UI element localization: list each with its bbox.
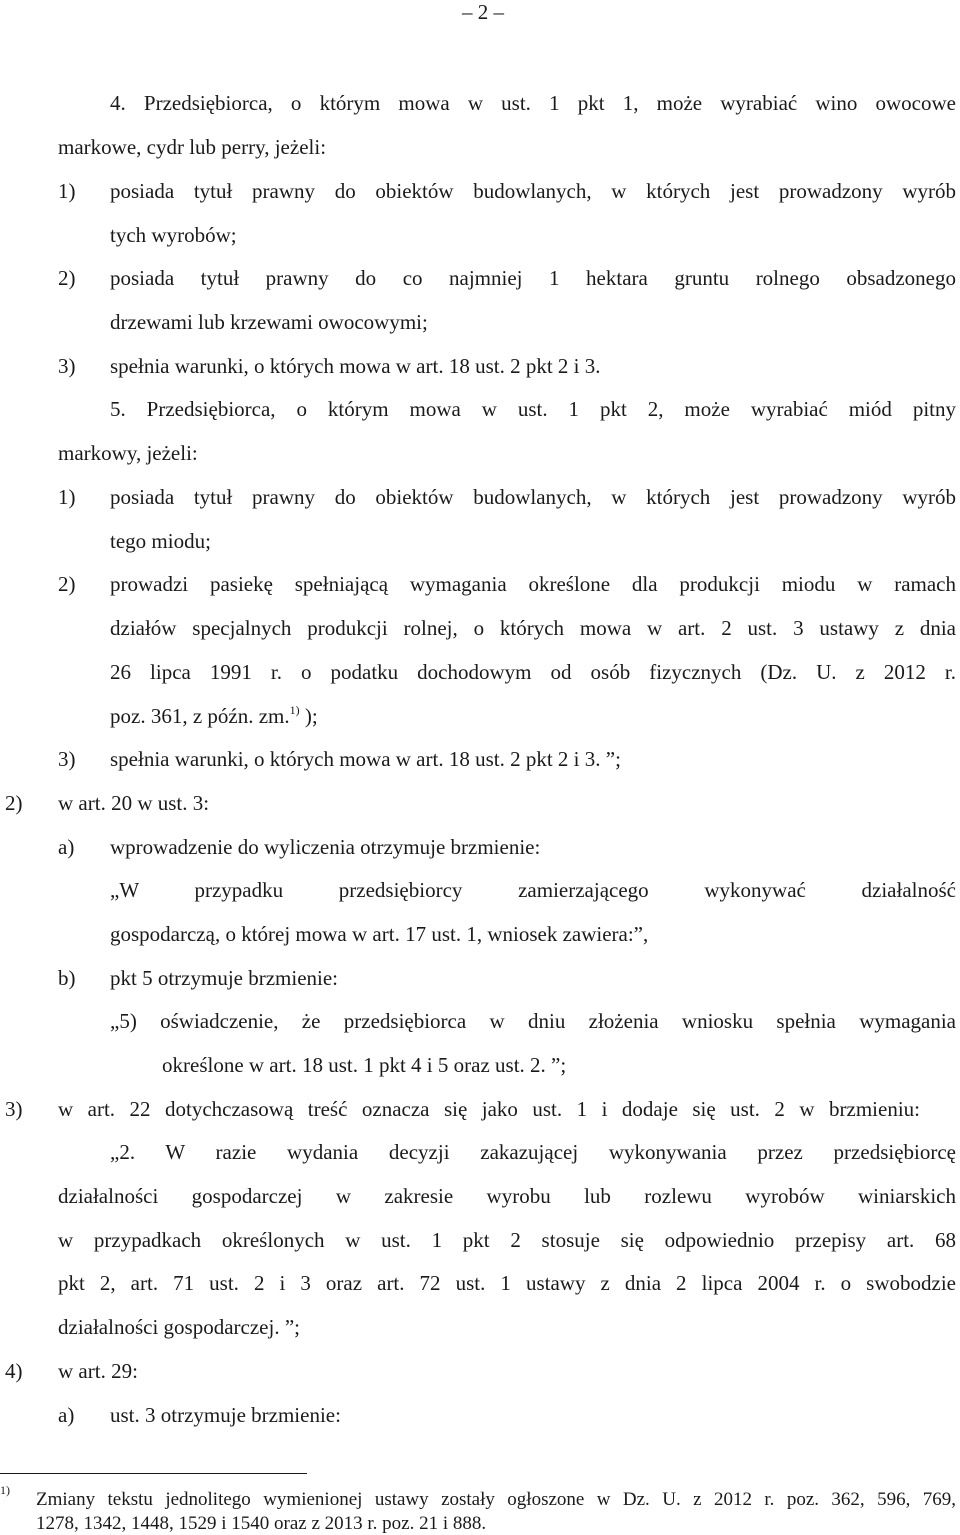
- item-text-cont: tych wyrobów;: [110, 223, 237, 247]
- footnote-separator: [0, 1473, 307, 1474]
- point-text: w art. 20 w ust. 3:: [58, 791, 210, 815]
- point-number: 4): [5, 1359, 23, 1383]
- point-number: 2): [5, 791, 23, 815]
- item-text: posiada tytuł prawny do co najmniej 1 hektara gruntu rolnego obsadzonego: [110, 266, 956, 290]
- item-text-cont: działów specjalnych produkcji rolnej, o których mowa w art. 2 ust. 3 ustawy z dnia: [110, 616, 956, 640]
- footnote-line-1: Zmiany tekstu jednolitego wymienionej ustawy zostały ogłoszone w Dz. U. z 2012 r. poz. 362, 596, 769,: [36, 1489, 956, 1510]
- page-number: – 2 –: [462, 0, 504, 24]
- item-text: spełnia warunki, o których mowa w art. 18 ust. 2 pkt 2 i 3. ”;: [110, 747, 621, 771]
- letter-marker: a): [58, 835, 75, 859]
- point-text: w art. 29:: [58, 1359, 138, 1383]
- quoted-text: „2. W razie wydania decyzji zakazującej wykonywania przez przedsiębiorcę: [110, 1140, 956, 1164]
- footnote-mark: 1): [0, 1483, 10, 1497]
- item-number: 2): [58, 572, 76, 596]
- item-text-cont: drzewami lub krzewami owocowymi;: [110, 310, 428, 334]
- item-text-cont: 26 lipca 1991 r. o podatku dochodowym od osób fizycznych (Dz. U. z 2012 r.: [110, 660, 956, 684]
- quoted-text-cont: działalności gospodarczej w zakresie wyrobu lub rozlewu wyrobów winiarskich: [58, 1184, 956, 1208]
- item-text: posiada tytuł prawny do obiektów budowlanych, w których jest prowadzony wyrób: [110, 485, 956, 509]
- quoted-text: „5) oświadczenie, że przedsiębiorca w dniu złożenia wniosku spełnia wymagania: [110, 1009, 956, 1033]
- quoted-text-cont: gospodarczą, o której mowa w art. 17 ust. 1, wniosek zawiera:”,: [110, 922, 649, 946]
- letter-text: pkt 5 otrzymuje brzmienie:: [110, 966, 339, 990]
- item-number: 1): [58, 179, 76, 203]
- quoted-text-cont: działalności gospodarczej. ”;: [58, 1315, 300, 1339]
- point-number: 3): [5, 1097, 23, 1121]
- item-number: 1): [58, 485, 76, 509]
- quoted-text-cont: określone w art. 18 ust. 1 pkt 4 i 5 oraz ust. 2. ”;: [162, 1053, 567, 1077]
- footnote-line-2: 1278, 1342, 1448, 1529 i 1540 oraz z 2013 r. poz. 21 i 888.: [36, 1513, 487, 1534]
- item-text: posiada tytuł prawny do obiektów budowlanych, w których jest prowadzony wyrób: [110, 179, 956, 203]
- item-text-cont: [110, 703, 318, 728]
- quoted-text: „W przypadku przedsiębiorcy zamierzającego wykonywać działalność: [110, 878, 956, 902]
- item-text: spełnia warunki, o których mowa w art. 18 ust. 2 pkt 2 i 3.: [110, 354, 601, 378]
- footnote-reference: 1): [289, 703, 300, 717]
- letter-text: wprowadzenie do wyliczenia otrzymuje brzmienie:: [110, 835, 541, 859]
- para-5-line-1: 5. Przedsiębiorca, o którym mowa w ust. 1 pkt 2, może wyrabiać miód pitny: [110, 397, 956, 421]
- item-text-cont: tego miodu;: [110, 529, 211, 553]
- item-number: 2): [58, 266, 76, 290]
- item-number: 3): [58, 354, 76, 378]
- letter-marker: a): [58, 1403, 75, 1427]
- item-text: prowadzi pasiekę spełniającą wymagania określone dla produkcji miodu w ramach: [110, 572, 956, 596]
- point-text: w art. 22 dotychczasową treść oznacza się jako ust. 1 i dodaje się ust. 2 w brzmieniu:: [58, 1097, 920, 1121]
- para-5-line-2: markowy, jeżeli:: [58, 441, 198, 465]
- para-4-line-1: 4. Przedsiębiorca, o którym mowa w ust. 1 pkt 1, może wyrabiać wino owocowe: [110, 91, 956, 115]
- letter-text: ust. 3 otrzymuje brzmienie:: [110, 1403, 341, 1427]
- citation-text: poz. 361, z późn. zm.: [110, 704, 290, 728]
- item-number: 3): [58, 747, 76, 771]
- quoted-text-cont: pkt 2, art. 71 ust. 2 i 3 oraz art. 72 ust. 1 ustawy z dnia 2 lipca 2004 r. o swobodzie: [58, 1271, 956, 1295]
- para-4-line-2: markowe, cydr lub perry, jeżeli:: [58, 135, 327, 159]
- letter-marker: b): [58, 966, 76, 990]
- quoted-text-cont: w przypadkach określonych w ust. 1 pkt 2 stosuje się odpowiednio przepisy art. 68: [58, 1228, 956, 1252]
- citation-close: );: [299, 704, 318, 728]
